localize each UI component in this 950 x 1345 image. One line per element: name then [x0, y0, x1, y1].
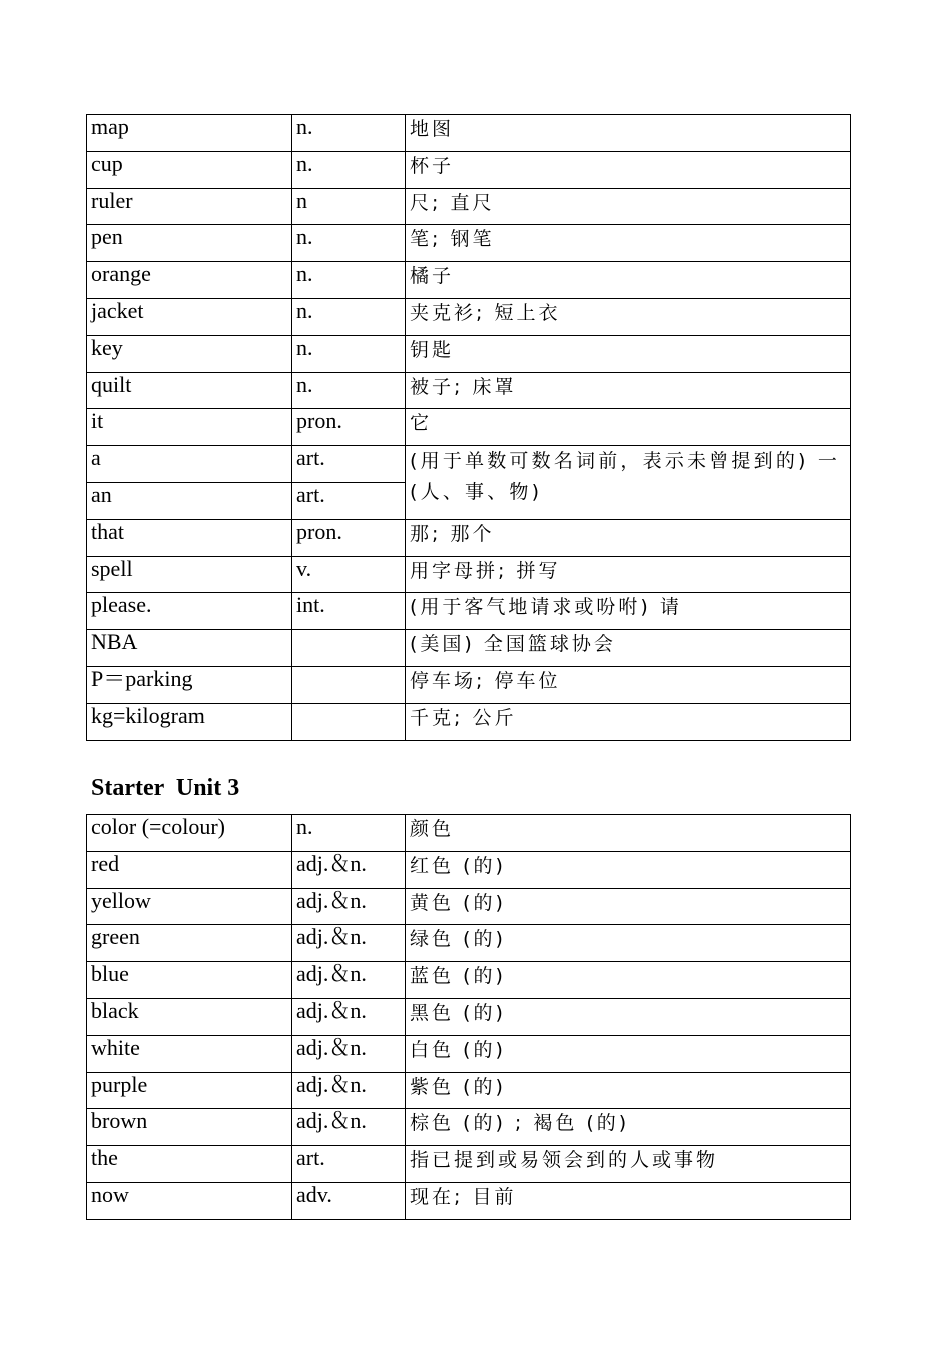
meaning-cell: 棕色 (的) ; 褐色 (的): [406, 1109, 851, 1146]
meaning-cell: 用字母拼; 拼写: [406, 556, 851, 593]
pos-cell: adj.＆n.: [292, 925, 406, 962]
pos-cell: n.: [292, 262, 406, 299]
table-row: [87, 151, 851, 188]
table-row: [87, 1109, 851, 1146]
table-row: [87, 519, 851, 556]
pos-cell: art.: [292, 1146, 406, 1183]
word-cell: NBA: [87, 630, 292, 667]
word-cell: map: [87, 115, 292, 152]
word-cell: red: [87, 851, 292, 888]
table-row: [87, 851, 851, 888]
word-cell: spell: [87, 556, 292, 593]
word-cell: blue: [87, 962, 292, 999]
table-row: [87, 298, 851, 335]
pos-cell: pron.: [292, 409, 406, 446]
word-cell: that: [87, 519, 292, 556]
table-row: [87, 115, 851, 152]
word-cell: white: [87, 1035, 292, 1072]
word-cell: black: [87, 998, 292, 1035]
pos-cell: n.: [292, 298, 406, 335]
table-row: [87, 225, 851, 262]
vocab-table-2: [86, 814, 851, 1220]
pos-cell: n.: [292, 151, 406, 188]
pos-cell: int.: [292, 593, 406, 630]
section-title: Starter Unit 3: [91, 775, 240, 801]
word-cell: now: [87, 1182, 292, 1219]
pos-cell: adj.＆n.: [292, 851, 406, 888]
table-row: [87, 1035, 851, 1072]
pos-cell: adv.: [292, 1182, 406, 1219]
word-cell: please.: [87, 593, 292, 630]
meaning-cell: 夹克衫; 短上衣: [406, 298, 851, 335]
meaning-cell: 黄色 (的): [406, 888, 851, 925]
pos-cell: adj.＆n.: [292, 1035, 406, 1072]
word-cell: key: [87, 335, 292, 372]
meaning-cell: 被子; 床罩: [406, 372, 851, 409]
pos-cell: adj.＆n.: [292, 998, 406, 1035]
pos-cell: art.: [292, 446, 406, 483]
meaning-cell: 钥匙: [406, 335, 851, 372]
word-cell: P＝parking: [87, 666, 292, 703]
word-cell: purple: [87, 1072, 292, 1109]
word-cell: brown: [87, 1109, 292, 1146]
word-cell: a: [87, 446, 292, 483]
meaning-cell: 蓝色 (的): [406, 962, 851, 999]
pos-cell: [292, 630, 406, 667]
word-cell: green: [87, 925, 292, 962]
meaning-cell: 紫色 (的): [406, 1072, 851, 1109]
meaning-cell: 笔; 钢笔: [406, 225, 851, 262]
meaning-cell: 停车场; 停车位: [406, 666, 851, 703]
meaning-cell: 地图: [406, 115, 851, 152]
pos-cell: adj.＆n.: [292, 1109, 406, 1146]
word-cell: an: [87, 482, 292, 519]
pos-cell: n.: [292, 225, 406, 262]
word-cell: jacket: [87, 298, 292, 335]
meaning-cell: 指已提到或易领会到的人或事物: [406, 1146, 851, 1183]
table-row: [87, 1072, 851, 1109]
word-cell: quilt: [87, 372, 292, 409]
pos-cell: v.: [292, 556, 406, 593]
meaning-cell: 橘子: [406, 262, 851, 299]
word-cell: orange: [87, 262, 292, 299]
pos-cell: pron.: [292, 519, 406, 556]
word-cell: cup: [87, 151, 292, 188]
vocab-table-1: [86, 114, 851, 741]
word-cell: the: [87, 1146, 292, 1183]
table-row: [87, 630, 851, 667]
word-cell: pen: [87, 225, 292, 262]
table-row: [87, 262, 851, 299]
word-cell: it: [87, 409, 292, 446]
meaning-cell: (用于客气地请求或吩咐) 请: [406, 593, 851, 630]
word-cell: yellow: [87, 888, 292, 925]
table-row: [87, 556, 851, 593]
table-row: [87, 666, 851, 703]
meaning-cell: 白色 (的): [406, 1035, 851, 1072]
table-row: [87, 925, 851, 962]
table-row: [87, 1146, 851, 1183]
meaning-cell: 那; 那个: [406, 519, 851, 556]
word-cell: color (=colour): [87, 815, 292, 852]
pos-cell: [292, 703, 406, 740]
meaning-cell: 尺; 直尺: [406, 188, 851, 225]
table-row: [87, 446, 851, 483]
word-cell: ruler: [87, 188, 292, 225]
meaning-cell: 杯子: [406, 151, 851, 188]
table-row: [87, 409, 851, 446]
table-row: [87, 593, 851, 630]
meaning-cell: 它: [406, 409, 851, 446]
meaning-cell: 颜色: [406, 815, 851, 852]
table-row: [87, 1182, 851, 1219]
word-cell: kg=kilogram: [87, 703, 292, 740]
meaning-cell: 红色 (的): [406, 851, 851, 888]
meaning-cell: 现在; 目前: [406, 1182, 851, 1219]
table-row: [87, 815, 851, 852]
meaning-cell: 绿色 (的): [406, 925, 851, 962]
meaning-cell: (美国) 全国篮球协会: [406, 630, 851, 667]
pos-cell: n.: [292, 815, 406, 852]
pos-cell: adj.＆n.: [292, 1072, 406, 1109]
table-row: [87, 188, 851, 225]
meaning-cell: (用于单数可数名词前，表示未曾提到的) 一 (人、事、物): [406, 446, 851, 520]
pos-cell: [292, 666, 406, 703]
pos-cell: adj.＆n.: [292, 888, 406, 925]
meaning-cell: 黑色 (的): [406, 998, 851, 1035]
table-row: [87, 335, 851, 372]
pos-cell: art.: [292, 482, 406, 519]
table-row: [87, 962, 851, 999]
meaning-cell: 千克; 公斤: [406, 703, 851, 740]
table-row: [87, 888, 851, 925]
table-row: [87, 998, 851, 1035]
pos-cell: n.: [292, 335, 406, 372]
pos-cell: adj.＆n.: [292, 962, 406, 999]
pos-cell: n: [292, 188, 406, 225]
pos-cell: n.: [292, 115, 406, 152]
table-row: [87, 703, 851, 740]
pos-cell: n.: [292, 372, 406, 409]
table-row: [87, 372, 851, 409]
